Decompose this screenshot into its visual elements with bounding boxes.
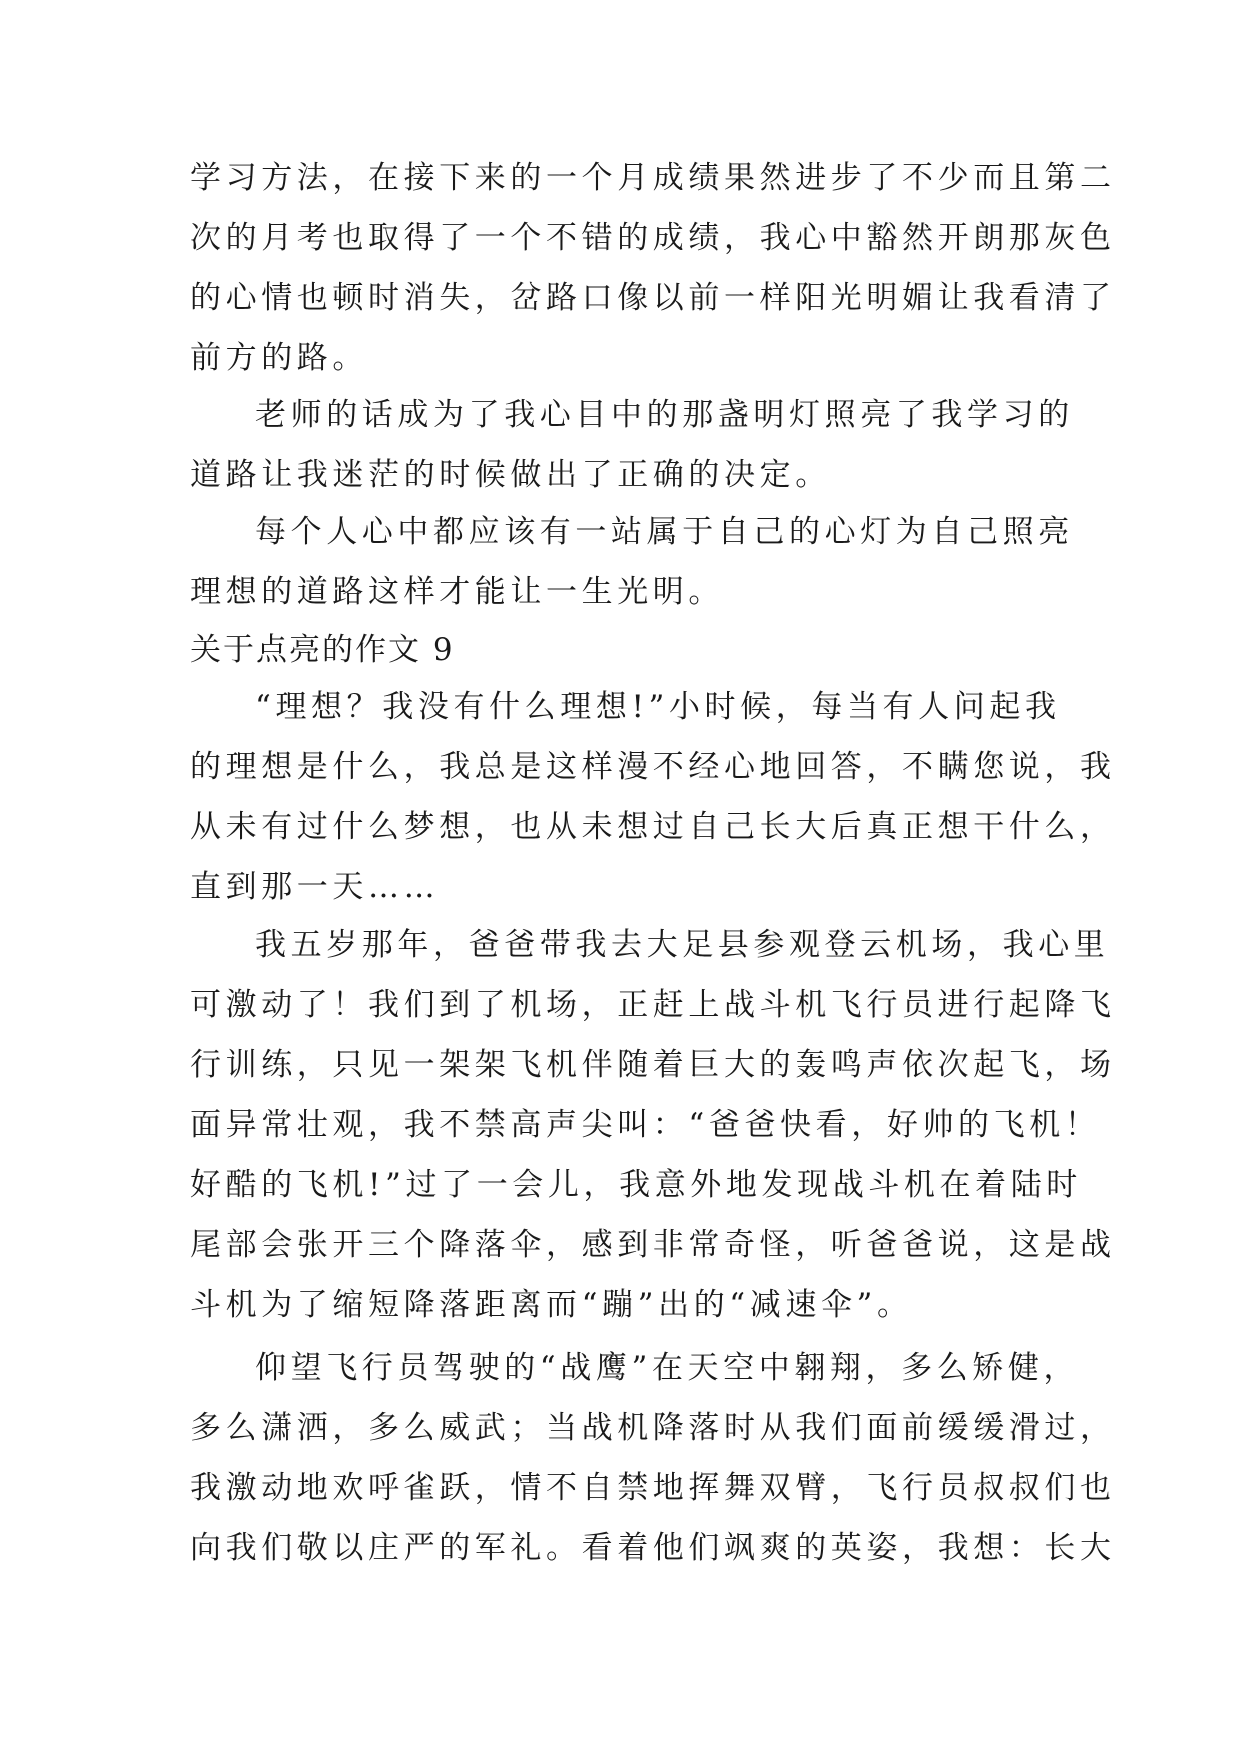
- text-line: 理想的道路这样才能让一生光明。: [190, 574, 724, 610]
- text-line: 尾部会张开三个降落伞，感到非常奇怪，听爸爸说，这是战: [190, 1227, 1116, 1263]
- text-line: 的理想是什么，我总是这样漫不经心地回答，不瞒您说，我: [190, 749, 1116, 785]
- text-line: 的心情也顿时消失，岔路口像以前一样阳光明媚让我看清了: [190, 280, 1116, 316]
- paragraph-first-line: 每个人心中都应该有一站属于自己的心灯为自己照亮: [255, 514, 1074, 550]
- text-line: 向我们敬以庄严的军礼。看着他们飒爽的英姿，我想：长大: [190, 1530, 1116, 1566]
- text-line: 多么潇洒，多么威武；当战机降落时从我们面前缓缓滑过，: [190, 1410, 1116, 1446]
- text-line: 我激动地欢呼雀跃，情不自禁地挥舞双臂，飞行员叔叔们也: [190, 1470, 1116, 1506]
- paragraph-first-line: 老师的话成为了我心目中的那盏明灯照亮了我学习的: [255, 397, 1074, 433]
- text-line: 可激动了！我们到了机场，正赶上战斗机飞行员进行起降飞: [190, 987, 1116, 1023]
- text-line: 直到那一天……: [190, 869, 440, 905]
- text-line: 面异常壮观，我不禁高声尖叫：“爸爸快看，好帅的飞机！: [190, 1107, 1101, 1143]
- text-line: 前方的路。: [190, 340, 368, 376]
- text-line: 学习方法，在接下来的一个月成绩果然进步了不少而且第二: [190, 160, 1116, 196]
- text-line: 从未有过什么梦想，也从未想过自己长大后真正想干什么，: [190, 809, 1116, 845]
- text-line: 次的月考也取得了一个不错的成绩，我心中豁然开朗那灰色: [190, 220, 1116, 256]
- paragraph-first-line: “理想？我没有什么理想!”小时候，每当有人问起我: [255, 689, 1061, 725]
- paragraph-first-line: 我五岁那年，爸爸带我去大足县参观登云机场，我心里: [255, 927, 1110, 963]
- text-line: 斗机为了缩短降落距离而“蹦”出的“减速伞”。: [190, 1287, 913, 1323]
- text-line: 行训练，只见一架架飞机伴随着巨大的轰鸣声依次起飞，场: [190, 1047, 1116, 1083]
- section-heading: 关于点亮的作文 9: [190, 632, 455, 668]
- text-line: 道路让我迷茫的时候做出了正确的决定。: [190, 457, 831, 493]
- paragraph-first-line: 仰望飞行员驾驶的“战鹰”在天空中翱翔，多么矫健，: [255, 1350, 1080, 1386]
- text-line: 好酷的飞机!”过了一会儿，我意外地发现战斗机在着陆时: [190, 1167, 1082, 1203]
